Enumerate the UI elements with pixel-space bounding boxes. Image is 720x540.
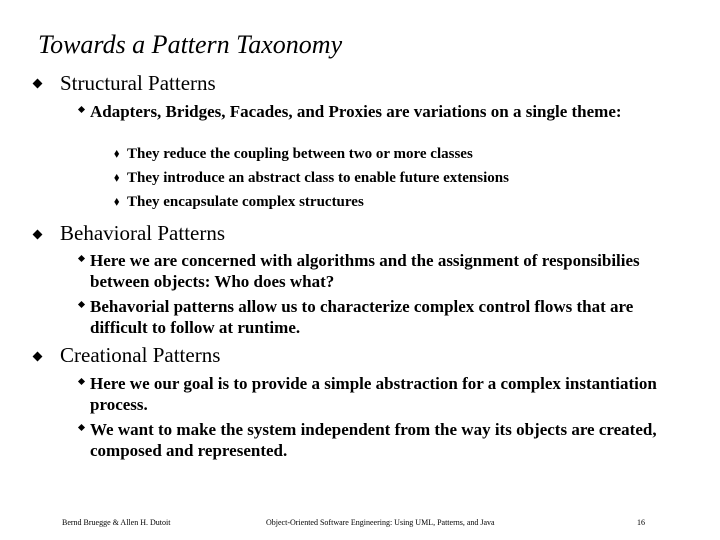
square-bullet-icon <box>78 106 85 113</box>
square-bullet-icon <box>78 255 85 262</box>
subpoint-encapsulate: They encapsulate complex structures <box>127 194 364 210</box>
diamond-bullet-icon <box>33 230 43 240</box>
arrow-bullet-icon: ⬧ <box>114 194 120 208</box>
slide-title: Towards a Pattern Taxonomy <box>38 30 343 59</box>
point-behavioral-2: Behavorial patterns allow us to characterize complex control flows that are difficult to follow at runtime. <box>90 297 634 337</box>
diamond-bullet-icon <box>33 79 43 89</box>
section-heading-behavioral: Behavioral Patterns <box>60 221 226 245</box>
point-creational-2: We want to make the system independent from the way its objects are created, composed and represented. <box>90 420 657 460</box>
square-bullet-icon <box>78 378 85 385</box>
footer-book-title: Object-Oriented Software Engineering: Using UML, Patterns, and Java <box>266 518 495 527</box>
arrow-bullet-icon: ⬧ <box>114 170 120 184</box>
point-behavioral-1: Here we are concerned with algorithms and the assignment of responsibilies between objects: Who does what? <box>90 251 640 291</box>
footer-page-number: 16 <box>637 518 645 527</box>
square-bullet-icon <box>78 301 85 308</box>
square-bullet-icon <box>78 424 85 431</box>
section-heading-creational: Creational Patterns <box>60 343 221 367</box>
arrow-bullet-icon: ⬧ <box>114 146 120 160</box>
section-heading-structural: Structural Patterns <box>60 71 216 95</box>
subpoint-abstract-class: They introduce an abstract class to enable future extensions <box>127 170 509 186</box>
footer-authors: Bernd Bruegge & Allen H. Dutoit <box>62 518 171 527</box>
diamond-bullet-icon <box>33 352 43 362</box>
point-creational-1: Here we our goal is to provide a simple abstraction for a complex instantiation process. <box>90 374 657 414</box>
subpoint-coupling: They reduce the coupling between two or more classes <box>127 146 473 162</box>
point-structural-1: Adapters, Bridges, Facades, and Proxies are variations on a single theme: <box>90 102 622 121</box>
